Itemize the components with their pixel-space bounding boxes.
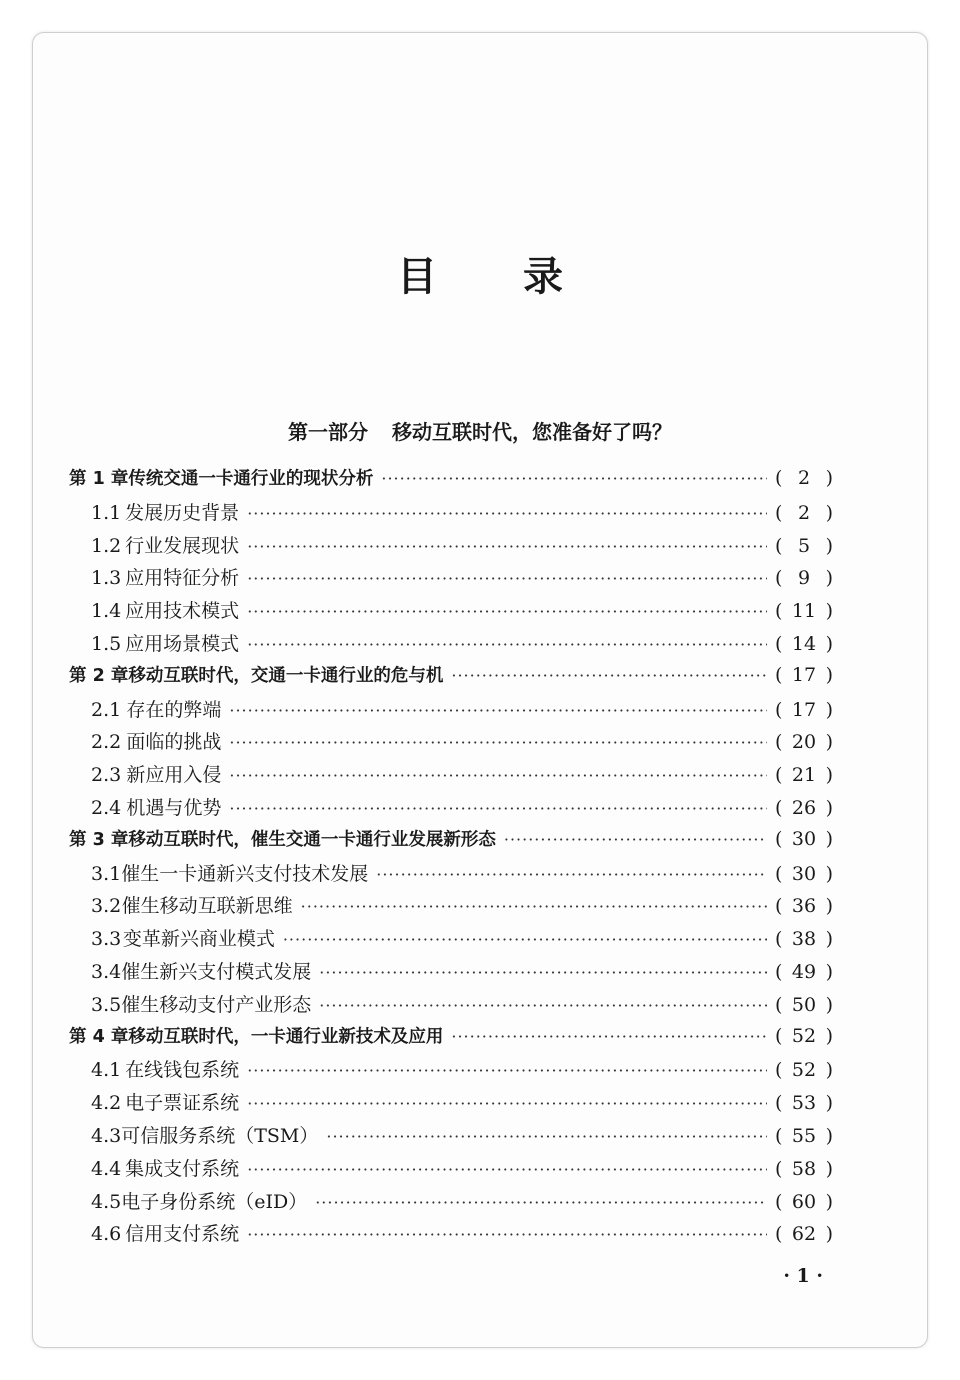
toc-section-row (69, 1154, 833, 1187)
toc-entry-title: 机遇与优势 (126, 796, 222, 819)
toc-entry-title: 催生一卡通新兴支付技术发展 (121, 862, 369, 885)
toc-chapter-row (69, 662, 833, 695)
toc-leader-dots (247, 537, 767, 556)
toc-section-row (69, 1055, 833, 1088)
toc-title-char-1: 目 (397, 254, 437, 300)
toc-page-number: 53 (791, 1092, 817, 1115)
toc-entry-number: 2.1 (91, 698, 122, 721)
toc-page-number: 58 (791, 1157, 817, 1180)
toc-page-number: 50 (791, 993, 817, 1016)
toc-entry-number: 3.5 (91, 993, 122, 1016)
toc-entry-number: 4.1 (91, 1059, 122, 1082)
toc-section-row (69, 727, 833, 760)
toc-page-ref: ( 26 ) (775, 796, 833, 819)
part-title: 移动互联时代，您准备好了吗？ (392, 420, 672, 444)
toc-page-number: 2 (797, 501, 811, 524)
toc-entry-number: 第 3 章 (69, 829, 129, 850)
toc-entry-number: 4.2 (91, 1092, 122, 1115)
toc-chapter-row (69, 826, 833, 859)
toc-entry-number: 第 2 章 (69, 665, 129, 686)
toc-page-ref: ( 52 ) (775, 1024, 833, 1047)
toc-page-ref: ( 49 ) (775, 960, 833, 983)
toc-page-number: 11 (791, 600, 817, 623)
toc-entry-title: 可信服务系统（TSM） (121, 1124, 319, 1147)
toc-entry-title: 应用场景模式 (125, 632, 240, 655)
toc-page-number: 30 (791, 827, 817, 850)
toc-page-ref: ( 55 ) (775, 1124, 833, 1147)
toc-entry-title: 催生新兴支付模式发展 (121, 960, 312, 983)
toc-section-row (69, 793, 833, 826)
toc-entry-title: 应用特征分析 (125, 567, 240, 590)
toc-page-ref: ( 30 ) (775, 862, 833, 885)
toc-title-char-2: 录 (523, 254, 563, 300)
toc-leader-dots (326, 1127, 767, 1146)
toc-entry-title: 行业发展现状 (125, 534, 240, 557)
toc-entry-title: 电子票证系统 (125, 1092, 240, 1115)
toc-page-ref: ( 60 ) (775, 1190, 833, 1213)
toc-entry-number: 3.1 (91, 862, 122, 885)
page-number: · 1 · (783, 1265, 823, 1287)
toc-entry-title: 在线钱包系统 (125, 1059, 240, 1082)
toc-entry-title: 信用支付系统 (125, 1223, 240, 1246)
toc-section-row (69, 531, 833, 564)
toc-section-row (69, 563, 833, 596)
toc-section-row (69, 1187, 833, 1220)
toc-leader-dots (247, 569, 767, 588)
toc-section-row (69, 924, 833, 957)
toc-leader-dots (301, 897, 767, 916)
toc-page-ref: ( 2 ) (775, 467, 833, 489)
toc-page-ref: ( 17 ) (775, 663, 833, 686)
toc-section-row (69, 1219, 833, 1252)
toc-page-ref: ( 38 ) (775, 928, 833, 951)
toc-entry-number: 4.4 (91, 1157, 122, 1180)
toc-page-ref: ( 30 ) (775, 827, 833, 850)
toc-page-number: 14 (791, 632, 817, 655)
toc-entry-number: 4.6 (91, 1223, 122, 1246)
toc-leader-dots (229, 733, 767, 752)
toc-section-row (69, 1088, 833, 1121)
toc-page-number: 38 (791, 928, 817, 951)
toc-entry-title: 移动互联时代，一卡通行业新技术及应用 (128, 1026, 444, 1047)
toc-title (33, 245, 927, 302)
toc-leader-dots (247, 1160, 767, 1179)
toc-section-row (69, 695, 833, 728)
toc-entry-title: 传统交通一卡通行业的现状分析 (128, 469, 374, 489)
toc-leader-dots (451, 1027, 767, 1046)
toc-section-row (69, 957, 833, 990)
toc-entry-number: 4.3 (91, 1124, 122, 1147)
toc-page-number: 55 (791, 1124, 817, 1147)
toc-page-number: 36 (791, 895, 817, 918)
toc-page-ref: ( 20 ) (775, 731, 833, 754)
toc-leader-dots (376, 865, 767, 884)
toc-page-ref: ( 52 ) (775, 1059, 833, 1082)
toc-entry-number: 1.2 (91, 534, 122, 557)
toc-section-row (69, 629, 833, 662)
toc-section-row (69, 760, 833, 793)
toc-entry-number: 第 1 章 (69, 469, 129, 489)
toc-page-number: 30 (791, 862, 817, 885)
toc-entry-title: 面临的挑战 (126, 731, 222, 754)
toc-page-number: 62 (791, 1223, 817, 1246)
toc-entry-title: 电子身份系统（eID） (121, 1190, 308, 1213)
toc-leader-dots (315, 1193, 767, 1212)
toc-page-number: 21 (791, 764, 817, 787)
toc-leader-dots (319, 996, 767, 1015)
part-label: 第一部分 (288, 420, 368, 444)
toc-leader-dots (381, 469, 767, 488)
toc-leader-dots (247, 504, 767, 523)
toc-leader-dots (504, 830, 767, 849)
toc-leader-dots (247, 635, 767, 654)
toc-entry-number: 2.4 (91, 796, 122, 819)
toc-entry-title: 存在的弊端 (126, 698, 222, 721)
toc-page-ref: ( 36 ) (775, 895, 833, 918)
toc-leader-dots (247, 1225, 767, 1244)
toc-entry-number: 2.3 (91, 764, 122, 787)
toc-entry-number: 3.2 (91, 895, 122, 918)
document-page (32, 32, 928, 1348)
table-of-contents (69, 465, 833, 1252)
toc-chapter-row (69, 1023, 833, 1056)
toc-page-ref: ( 9 ) (775, 567, 833, 590)
toc-page-ref: ( 17 ) (775, 698, 833, 721)
toc-page-number: 52 (791, 1059, 817, 1082)
toc-chapter-row (69, 465, 833, 498)
toc-section-row (69, 596, 833, 629)
toc-section-row (69, 859, 833, 892)
toc-page-ref: ( 62 ) (775, 1223, 833, 1246)
toc-entry-number: 3.3 (91, 928, 122, 951)
toc-entry-number: 4.5 (91, 1190, 122, 1213)
toc-page-number: 9 (797, 567, 811, 590)
toc-page-ref: ( 50 ) (775, 993, 833, 1016)
toc-section-row (69, 1121, 833, 1154)
toc-page-ref: ( 14 ) (775, 632, 833, 655)
toc-leader-dots (247, 1094, 767, 1113)
toc-entry-number: 第 4 章 (69, 1026, 129, 1047)
toc-page-number: 2 (797, 467, 811, 489)
toc-entry-title: 移动互联时代，催生交通一卡通行业发展新形态 (128, 829, 496, 850)
toc-page-ref: ( 2 ) (775, 501, 833, 524)
toc-section-row (69, 990, 833, 1023)
toc-entry-title: 催生移动支付产业形态 (121, 993, 312, 1016)
toc-leader-dots (451, 666, 767, 685)
toc-leader-dots (229, 799, 767, 818)
toc-leader-dots (229, 766, 767, 785)
toc-page-number: 17 (791, 663, 817, 686)
toc-leader-dots (247, 602, 767, 621)
toc-entry-title: 应用技术模式 (125, 600, 240, 623)
toc-entry-number: 3.4 (91, 960, 122, 983)
toc-section-row (69, 891, 833, 924)
toc-page-number: 5 (797, 534, 811, 557)
toc-leader-dots (283, 930, 767, 949)
toc-page-ref: ( 5 ) (775, 534, 833, 557)
toc-page-number: 20 (791, 731, 817, 754)
toc-entry-title: 新应用入侵 (126, 764, 222, 787)
toc-page-number: 52 (791, 1024, 817, 1047)
toc-page-ref: ( 11 ) (775, 600, 833, 623)
toc-section-row (69, 498, 833, 531)
toc-page-number: 26 (791, 796, 817, 819)
toc-entry-number: 2.2 (91, 731, 122, 754)
toc-entry-title: 发展历史背景 (125, 501, 240, 524)
part-heading (33, 416, 927, 445)
toc-entry-number: 1.1 (91, 501, 122, 524)
toc-leader-dots (229, 701, 767, 720)
toc-entry-title: 移动互联时代，交通一卡通行业的危与机 (128, 665, 444, 686)
toc-page-number: 60 (791, 1190, 817, 1213)
toc-entry-title: 催生移动互联新思维 (121, 895, 293, 918)
toc-entry-title: 集成支付系统 (125, 1157, 240, 1180)
toc-leader-dots (319, 963, 767, 982)
toc-page-ref: ( 58 ) (775, 1157, 833, 1180)
toc-page-number: 49 (791, 960, 817, 983)
toc-entry-number: 1.3 (91, 567, 122, 590)
toc-page-ref: ( 21 ) (775, 764, 833, 787)
toc-page-ref: ( 53 ) (775, 1092, 833, 1115)
toc-entry-title: 变革新兴商业模式 (122, 928, 275, 951)
toc-page-number: 17 (791, 698, 817, 721)
toc-leader-dots (247, 1061, 767, 1080)
toc-entry-number: 1.5 (91, 632, 122, 655)
toc-entry-number: 1.4 (91, 600, 122, 623)
